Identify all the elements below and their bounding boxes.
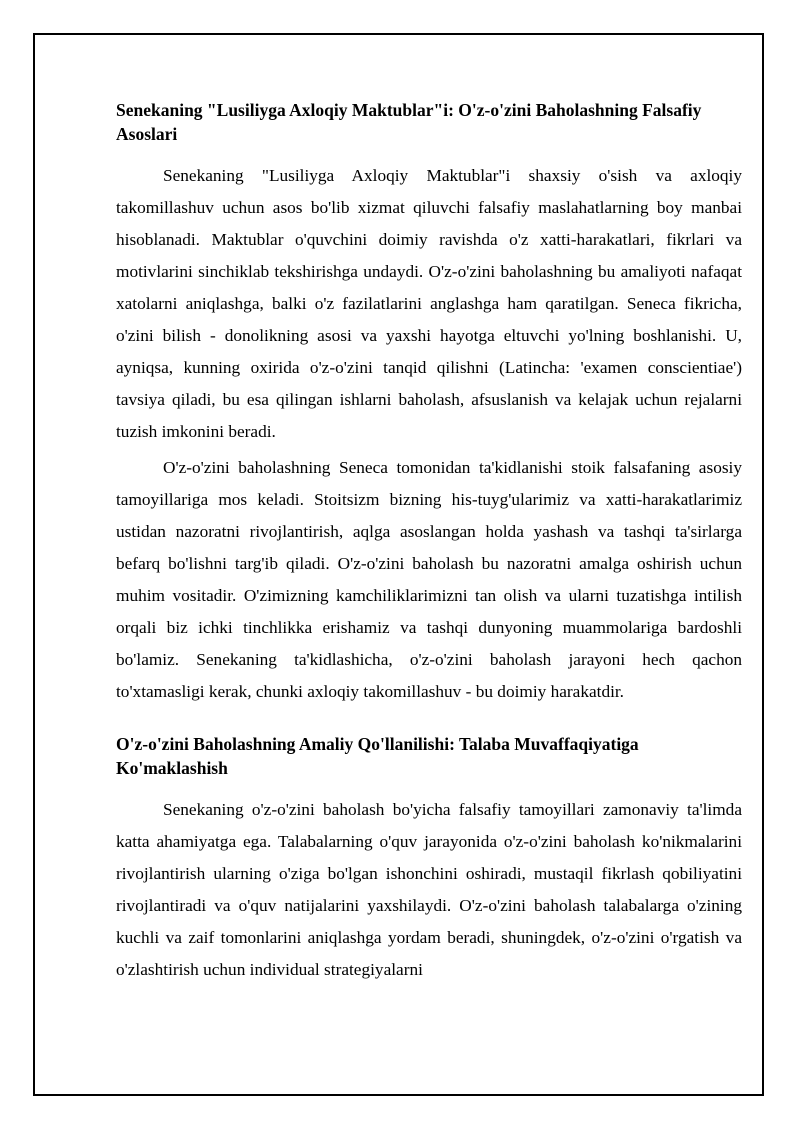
section-1-paragraph-2: O'z-o'zini baholashning Seneca tomonidan ta'kidlanishi stoik falsafaning asosiy tamoyillariga mos keladi. Stoitsizm bizning his-tuyg'ularimiz va xatti-harakatlarimiz ustidan nazoratni rivojlantirish, aqlga asoslangan holda yashash va tashqi ta'sirlarga befarq bo'lishni targ'ib qiladi. O'z-o'zini baholash bu nazoratni amalga oshirish uchun muhim vositadir. O'zimizning kamchiliklarimizni tan olish va ularni tuzatishga intilish orqali biz ichki tinchlikka erishamiz va tashqi dunyoning muammolariga bardoshli bo'lamiz. Senekaning ta'kidlashicha, o'z-o'zini baholash jarayoni hech qachon to'xtamasligi kerak, chunki axloqiy takomillashuv - bu doimiy harakatdir.	[116, 458, 742, 701]
section-1-paragraph-1: Senekaning "Lusiliyga Axloqiy Maktublar"i shaxsiy o'sish va axloqiy takomillashuv uchun asos bo'lib xizmat qiluvchi falsafiy maslahatlarning boy manbai hisoblanadi. Maktublar o'quvchini doimiy ravishda o'z xatti-harakatlari, fikrlari va motivlarini sinchiklab tekshirishga undaydi. O'z-o'zini baholashning bu amaliyoti nafaqat xatolarni aniqlashga, balki o'z fazilatlarini anglashga ham qaratilgan. Seneca fikricha, o'zini bilish - donolikning asosi va yaxshi hayotga eltuvchi yo'lning boshlanishi. U, ayniqsa, kunning oxirida o'z-o'zini tanqid qilishni (Latincha: 'examen conscientiae') tavsiya qiladi, bu esa qilingan ishlarni baholash, afsuslanish va kelajak uchun rejalarni tuzish imkonini beradi.	[116, 166, 742, 441]
document-body	[116, 98, 742, 990]
section-heading-2: O'z-o'zini Baholashning Amaliy Qo'llanilishi: Talaba Muvaffaqiyatiga Ko'maklashish	[116, 734, 639, 778]
section-heading-1: Senekaning "Lusiliyga Axloqiy Maktublar"i: O'z-o'zini Baholashning Falsafiy Asoslari	[116, 100, 702, 144]
section-2-paragraph-1: Senekaning o'z-o'zini baholash bo'yicha falsafiy tamoyillari zamonaviy ta'limda katta ahamiyatga ega. Talabalarning o'quv jarayonida o'z-o'zini baholash ko'nikmalarini rivojlantirish ularning o'ziga bo'lgan ishonchini oshiradi, mustaqil fikrlash qobiliyatini rivojlantiradi va o'quv natijalarini yaxshilaydi. O'z-o'zini baholash talabalarga o'zining kuchli va zaif tomonlarini aniqlashga yordam beradi, shuningdek, o'z-o'zini o'rgatish va o'zlashtirish uchun individual strategiyalarni	[116, 800, 742, 979]
